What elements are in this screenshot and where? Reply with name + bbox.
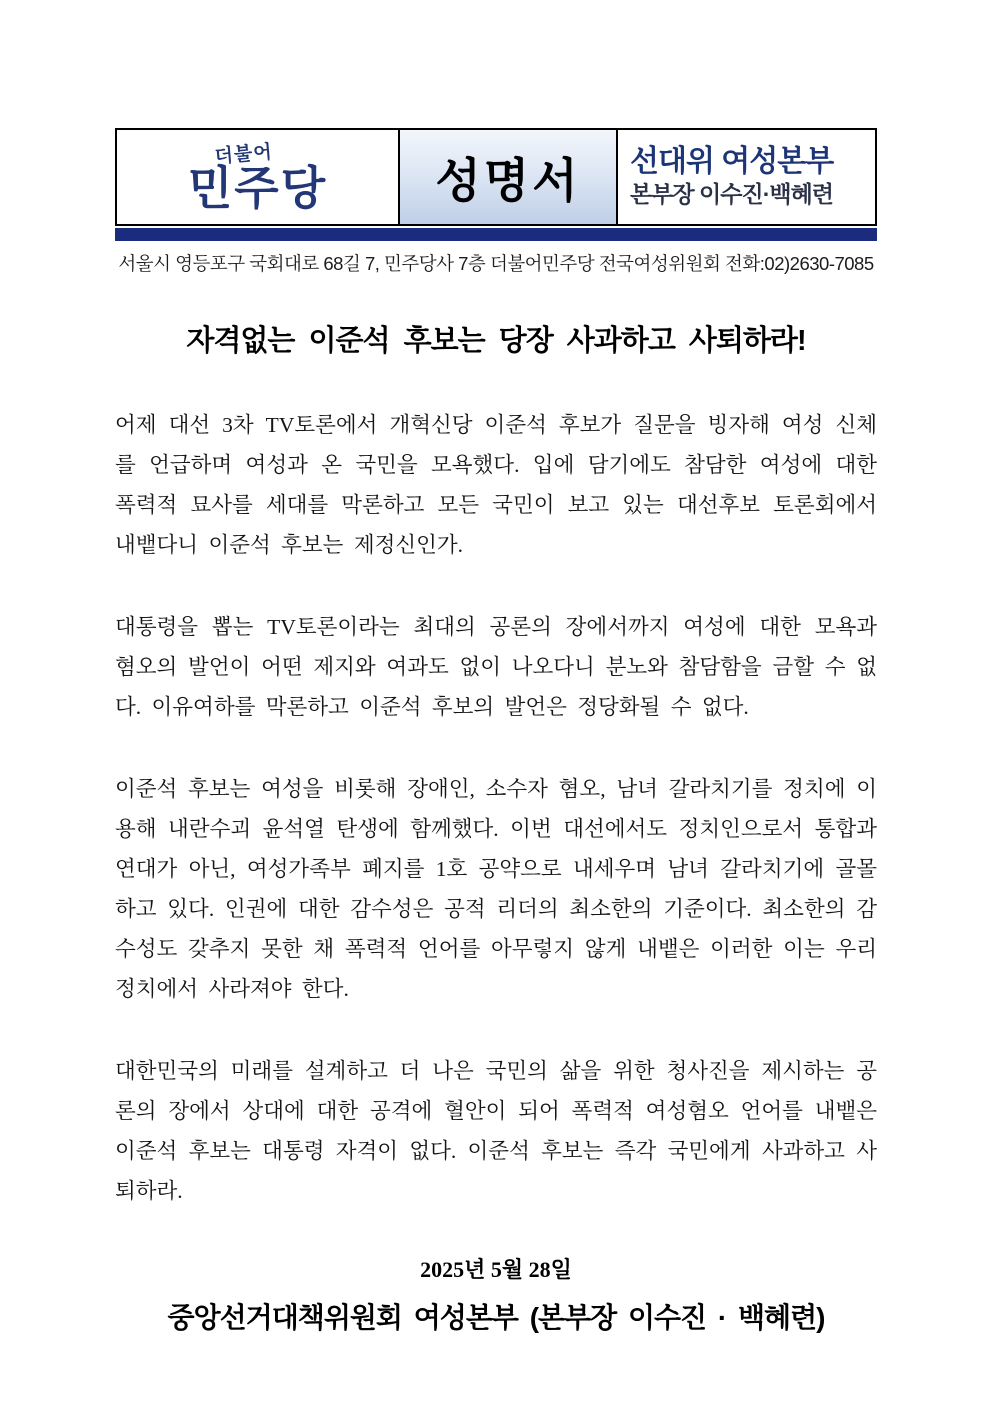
org-name: 선대위 여성본부 xyxy=(630,145,834,179)
party-logo xyxy=(187,141,328,214)
body-paragraph: 대통령을 뽑는 TV토론이라는 최대의 공론의 장에서까지 여성에 대한 모욕과 혐오의 발언이 어떤 제지와 여과도 없이 나오다니 분노와 참담함을 금할 수 없다. 이유여하를 막론하고 이준석 후보의 발언은 정당화될 수 없다. xyxy=(115,615,877,719)
header-divider-bar xyxy=(115,228,877,241)
body-paragraph: 대한민국의 미래를 설계하고 더 나은 국민의 삶을 위한 청사진을 제시하는 공론의 장에서 상대에 대한 공격에 혈안이 되어 폭력적 여성혐오 언어를 내뱉은 이준석 후보는 대통령 자격이 없다. 이준석 후보는 즉각 국민에게 사과하고 사퇴하라. xyxy=(115,1059,877,1203)
statement-date: 2025년 5월 28일 xyxy=(420,1257,572,1282)
statement-document xyxy=(115,0,877,1336)
body-paragraph: 이준석 후보는 여성을 비롯해 장애인, 소수자 혐오, 남녀 갈라치기를 정치에 이용해 내란수괴 윤석열 탄생에 함께했다. 이번 대선에서도 정치인으로서 통합과 연대가 아닌, 여성가족부 폐지를 1호 공약으로 내세우며 남녀 갈라치기에 골몰하고 있다. 인권에 대한 감수성은 공적 리더의 최소한의 기준이다. 최소한의 감수성도 갖추지 못한 채 폭력적 언어를 아무렇지 않게 내뱉은 이러한 이는 우리 정치에서 사라져야 한다. xyxy=(115,777,877,1001)
doc-type-label: 성명서 xyxy=(435,153,581,207)
doc-type-cell xyxy=(400,130,618,224)
body-paragraph: 어제 대선 3차 TV토론에서 개혁신당 이준석 후보가 질문을 빙자해 여성 신체를 언급하며 여성과 온 국민을 모욕했다. 입에 담기에도 참담한 여성에 대한 폭력적 묘사를 세대를 막론하고 모든 국민이 보고 있는 대선후보 토론회에서 내뱉다니 이준석 후보는 제정신인가. xyxy=(115,413,877,557)
address-line: 서울시 영등포구 국회대로 68길 7, 민주당사 7층 더불어민주당 전국여성위원회 전화:02)2630-7085 xyxy=(118,253,874,274)
party-logo-top-text: 더불어 xyxy=(213,141,274,168)
party-logo-main-text: 민주당 xyxy=(187,161,328,214)
party-logo-cell xyxy=(117,130,400,224)
statement-body xyxy=(115,405,877,1211)
issuing-org-cell xyxy=(618,130,875,224)
statement-title: 자격없는 이준석 후보는 당장 사과하고 사퇴하라! xyxy=(186,325,806,357)
document-header xyxy=(115,128,877,226)
statement-signature: 중앙선거대책위원회 여성본부 (본부장 이수진 · 백혜련) xyxy=(167,1302,825,1333)
org-head: 본부장 이수진·백혜련 xyxy=(630,180,834,207)
